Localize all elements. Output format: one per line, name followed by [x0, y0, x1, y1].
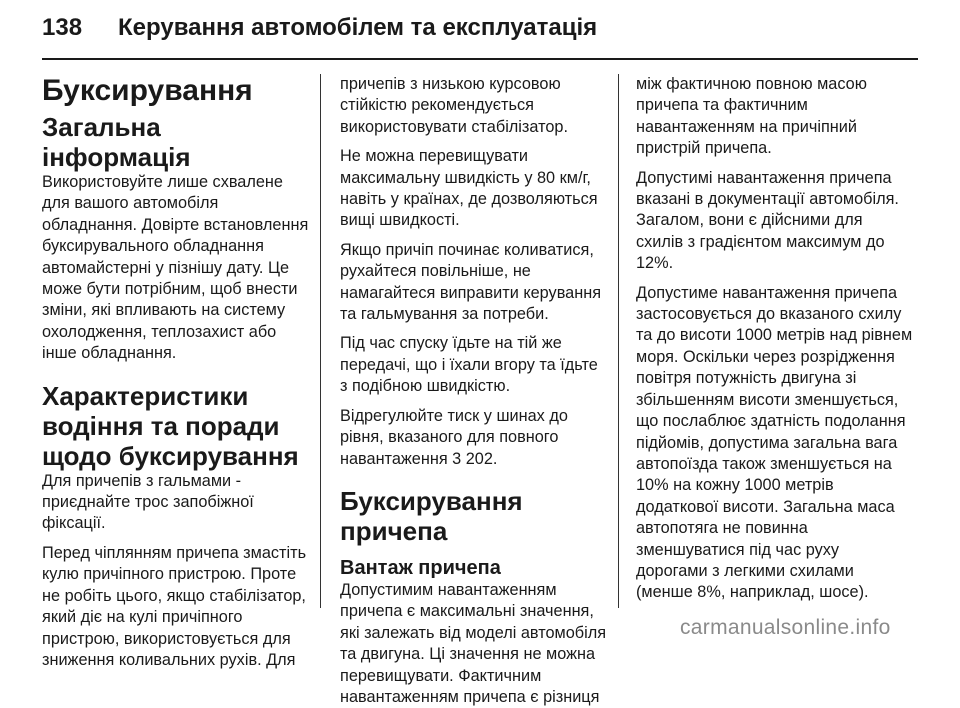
paragraph: Перед чіплянням причепа змастіть кулю причіпного пристрою. Проте не робіть цього, якщо стабілізатор, який діє на кулі причіпного пристрою, використовується для зниження коливальних рухів. Для	[42, 543, 307, 669]
paragraph: Під час спуску їдьте на тій же передачі, що і їхали вгору та їдьте з подібною швидкістю.	[340, 334, 598, 396]
paragraph: Якщо причіп починає коливатися, рухайтеся повільніше, не намагайтеся виправити керування та гальмування за потреби.	[340, 240, 602, 324]
subheading-load: Вантаж причепа	[340, 556, 501, 579]
cross-reference-arrow-icon: 3	[452, 449, 462, 468]
column-1	[42, 74, 312, 671]
column-3	[636, 74, 914, 604]
paragraph: Для причепів з гальмами - приєднайте трос запобіжної фіксації.	[42, 471, 254, 533]
subheading-driving: Характеристики водіння та поради щодо буксирування	[42, 380, 299, 471]
section-title: Буксирування	[42, 74, 253, 107]
paragraph: Не можна перевищувати максимальну швидкість у 80 км/г, навіть у країнах, де дозволяються вищі швидкості.	[340, 147, 598, 230]
page-number: 138	[42, 14, 83, 41]
page-header	[0, 0, 960, 60]
column-divider	[320, 74, 321, 608]
paragraph: між фактичною повною масою причепа та фактичним навантаженням на причіпний пристрій причепа.	[636, 75, 867, 158]
paragraph: Використовуйте лише схвалене для вашого автомобіля обладнання. Довірте встановлення буксирувального обладнання автомайстерні у пізнішу дату. Це може бути потрібним, щоб внести зміни, які впливають на систему охолодження, теплозахист або інше обладнання.	[42, 173, 309, 363]
text: Відрегулюйте тиск у шинах до рівня, вказаного для повного навантаження	[340, 406, 568, 468]
paragraph: Допустимі навантаження причепа вказані в документації автомобіля. Загалом, вони є дійсними для схилів з градієнтом максимум до 12%.	[636, 168, 899, 273]
watermark: carmanualsonline.info	[680, 616, 891, 639]
paragraph: Допустиме навантаження причепа застосовується до вказаного схилу та до висоти 1000 метрів над рівнем моря. Оскільки через розрідження повітря потужність двигуна зі збільшенням висоти зменшується, що послаблює здатність подолання підйомів, допустима загальна вага автопоїзда також зменшується на 10% на кожну 1000 метрів додаткової висоти. Загальна маса автопотяга не повинна зменшуватися під час руху дорогами з легкими схилами (менше 8%, наприклад, шосе).	[636, 283, 913, 602]
header-rule	[42, 58, 918, 60]
column-2	[340, 74, 608, 708]
running-title: Керування автомобілем та експлуатація	[118, 14, 598, 41]
column-divider	[618, 74, 619, 608]
paragraph: Допустимим навантаженням причепа є максимальні значення, які залежать від моделі автомобіля та двигуна. Ці значення не можна перевищувати. Фактичним навантаженням причепа є різниця	[340, 580, 607, 706]
section-trailer: Буксирування причепа	[340, 485, 523, 546]
paragraph: причепів з низькою курсовою стійкістю рекомендується використовувати стабілізатор.	[340, 75, 568, 136]
subheading-general: Загальна інформація	[42, 112, 191, 172]
paragraph-tire-pressure	[340, 406, 608, 470]
page-reference: 202.	[461, 449, 498, 468]
